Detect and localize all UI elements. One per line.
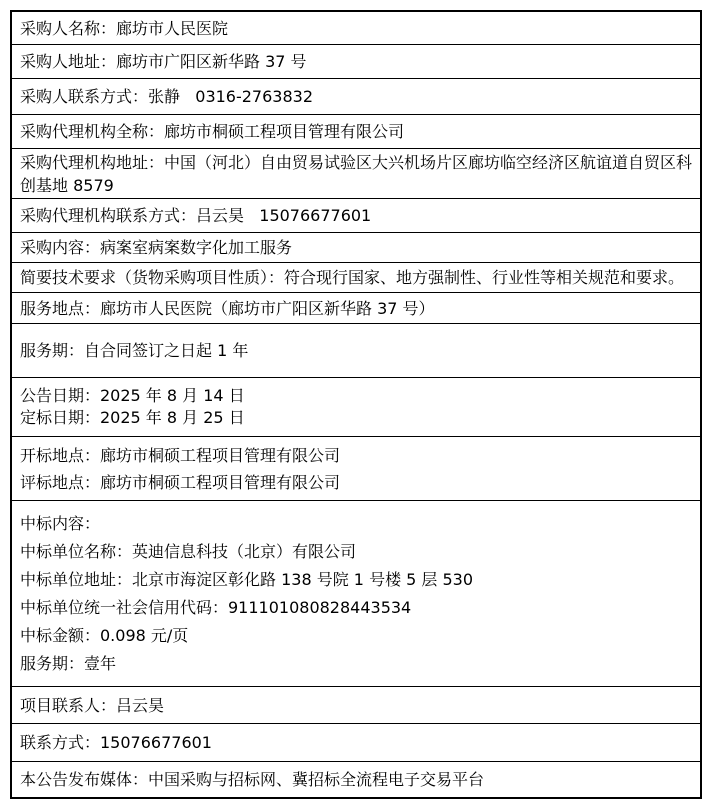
row-service-period: [12, 324, 700, 378]
row-agency-address: [12, 149, 700, 199]
project-contact-person-text: 项目联系人：吕云昊: [20, 695, 165, 715]
row-agency-contact: [12, 199, 700, 233]
bid-evaluation-location-text: 评标地点：廊坊市桐硕工程项目管理有限公司: [20, 472, 341, 492]
row-project-contact-person: [12, 687, 700, 724]
agency-name-text: 采购代理机构全称：廊坊市桐硕工程项目管理有限公司: [20, 122, 405, 141]
row-purchaser-address: [12, 45, 700, 79]
service-period-text: 服务期：自合同签订之日起 1 年: [20, 341, 249, 360]
technical-requirements-text: 简要技术要求（货物采购项目性质）：符合现行国家、地方强制性、行业性等相关规范和要求。: [20, 267, 685, 287]
service-location-text: 服务地点：廊坊市人民医院（廊坊市广阳区新华路 37 号）: [20, 298, 435, 318]
procurement-announcement-table: [10, 10, 702, 799]
row-purchaser-name: [12, 12, 700, 45]
announcement-date-text: 公告日期：2025 年 8 月 14 日: [20, 386, 245, 405]
award-supplier-address-text: 中标单位地址：北京市海淀区彰化路 138 号院 1 号楼 5 层 530: [20, 569, 474, 589]
purchaser-address-text: 采购人地址：廊坊市广阳区新华路 37 号: [20, 52, 307, 71]
award-content-label: 中标内容：: [20, 513, 101, 533]
award-supplier-name-text: 中标单位名称：英迪信息科技（北京）有限公司: [20, 541, 357, 561]
purchaser-name-text: 采购人名称：廊坊市人民医院: [20, 18, 229, 38]
publishing-media-text: 本公告发布媒体：中国采购与招标网、冀招标全流程电子交易平台: [20, 770, 485, 789]
contact-number-text: 联系方式：15076677601: [20, 733, 212, 752]
row-procurement-content: [12, 233, 700, 263]
row-award-details: [12, 501, 700, 687]
row-bid-opening-location: [12, 437, 700, 501]
purchaser-contact-text: 采购人联系方式：张静 0316-2763832: [20, 87, 314, 106]
row-publishing-media: [12, 762, 700, 797]
agency-address-text: 采购代理机构地址：中国（河北）自由贸易试验区大兴机场片区廊坊临空经济区航谊道自贸区科创基地 8579: [20, 152, 693, 195]
award-amount-text: 中标金额：0.098 元/页: [20, 625, 189, 645]
row-service-location: [12, 293, 700, 324]
bid-opening-location-text: 开标地点：廊坊市桐硕工程项目管理有限公司: [20, 445, 341, 465]
row-contact-number: [12, 724, 700, 762]
row-agency-name: [12, 115, 700, 149]
award-service-period-text: 服务期：壹年: [20, 653, 117, 673]
row-purchaser-contact: [12, 79, 700, 115]
award-date-text: 定标日期：2025 年 8 月 25 日: [20, 408, 245, 427]
procurement-content-text: 采购内容：病案室病案数字化加工服务: [20, 238, 293, 257]
row-announcement-dates: [12, 378, 700, 437]
row-technical-requirements: [12, 263, 700, 293]
agency-contact-text: 采购代理机构联系方式：吕云昊 15076677601: [20, 206, 372, 225]
award-supplier-credit-code-text: 中标单位统一社会信用代码：911101080828443534: [20, 597, 412, 617]
